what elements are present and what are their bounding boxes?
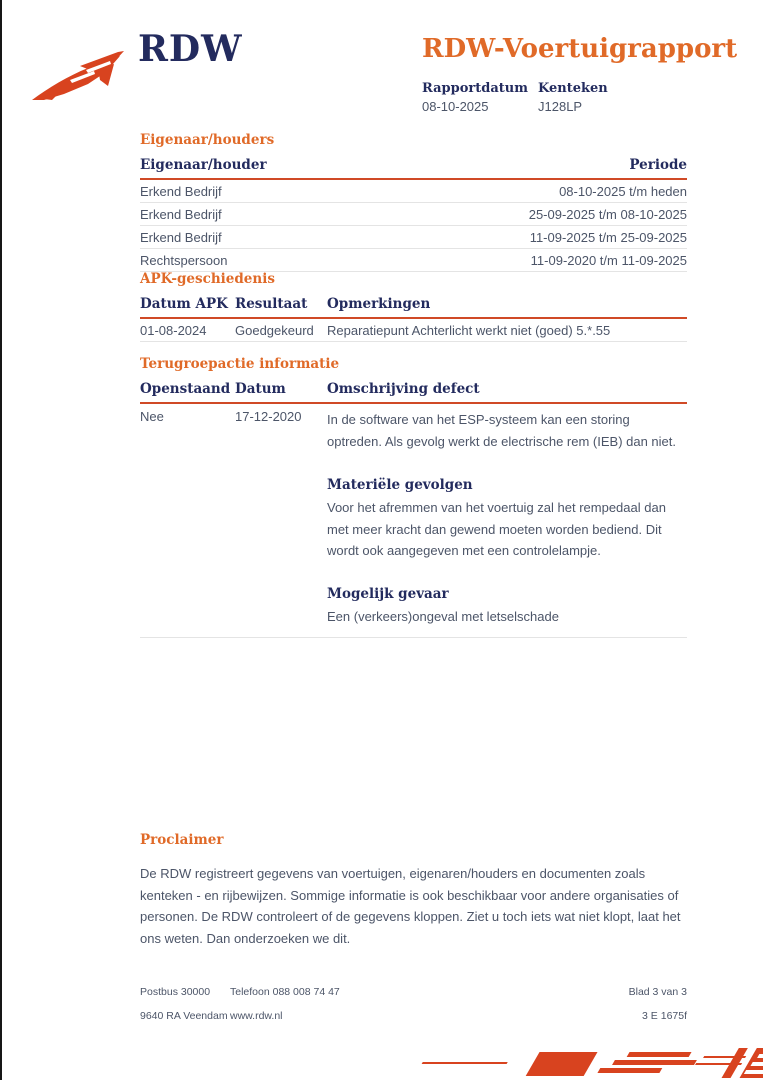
apk-section-title: APK-geschiedenis: [140, 271, 275, 287]
apk-date-cell: 01-08-2024: [140, 323, 207, 338]
recall-body: [140, 404, 687, 638]
table-row: [140, 404, 687, 453]
footer-phone: Telefoon 088 008 74 47: [230, 986, 340, 998]
footer-page-info: Blad 3 van 3: [628, 986, 687, 998]
page-left-edge: [0, 0, 2, 1080]
period-cell: 25-09-2025 t/m 08-10-2025: [528, 207, 687, 222]
apk-col-result: Resultaat: [235, 296, 308, 312]
footer-doc-code: 3 E 1675f: [642, 1010, 687, 1022]
footer-city: 9640 RA Veendam: [140, 1010, 228, 1022]
owners-section: [140, 132, 687, 272]
recall-open-cell: Nee: [140, 409, 164, 424]
recall-section: [140, 356, 687, 638]
table-row: [140, 249, 687, 272]
apk-result-cell: Goedgekeurd: [235, 323, 314, 338]
footer-row: [140, 986, 687, 998]
license-plate-value: J128LP: [538, 99, 583, 114]
recall-section-title: Terugroepactie informatie: [140, 356, 340, 372]
table-row: [140, 319, 687, 342]
danger-text: Een (verkeers)ongeval met letselschade: [327, 608, 559, 624]
page-title: RDW-Voertuigrapport: [422, 34, 738, 64]
period-cell: 11-09-2025 t/m 25-09-2025: [529, 230, 687, 245]
period-cell: 08-10-2025 t/m heden: [559, 184, 687, 199]
license-plate-label: Kenteken: [538, 81, 608, 96]
report-date-block: [422, 81, 538, 114]
footer-website: www.rdw.nl: [230, 1010, 283, 1022]
apk-col-date: Datum APK: [140, 296, 228, 312]
owner-cell: Erkend Bedrijf: [140, 230, 222, 245]
rdw-logo: [30, 28, 243, 104]
report-date-value: 08-10-2025: [422, 99, 489, 114]
owners-table-header: [140, 157, 687, 180]
recall-col-defect: Omschrijving defect: [327, 381, 480, 397]
period-cell: 11-09-2020 t/m 11-09-2025: [530, 253, 687, 268]
footer-row: [140, 1010, 687, 1022]
owner-cell: Erkend Bedrijf: [140, 184, 222, 199]
proclaimer-text: De RDW registreert gegevens van voertuigen, eigenaren/houders en documenten zoals kenteken - en rijbewijzen. Sommige informatie is ook beschikbaar voor andere organisaties of personen. De RDW controleert of de gegevens kloppen. Ziet u toch iets wat niet klopt, laat het ons weten. Dan onderzoeken we dit.: [140, 866, 681, 946]
recall-date-cell: 17-12-2020: [235, 409, 302, 424]
table-row: [140, 203, 687, 226]
recall-danger: [327, 586, 679, 627]
apk-table-header: [140, 296, 687, 319]
apk-history-section: [140, 271, 687, 342]
table-row: [140, 226, 687, 249]
consequences-title: Materiële gevolgen: [327, 477, 473, 494]
proclaimer-section: [140, 832, 687, 949]
logo-wordmark: RDW: [138, 28, 243, 70]
owners-col-owner: Eigenaar/houder: [140, 157, 267, 173]
proclaimer-title: Proclaimer: [140, 832, 224, 848]
recall-consequences: [327, 477, 679, 561]
table-row: [140, 180, 687, 203]
speed-stripes-graphic: [418, 1046, 763, 1080]
license-plate-block: [538, 81, 654, 114]
report-date-label: Rapportdatum: [422, 81, 528, 96]
owner-cell: Erkend Bedrijf: [140, 207, 222, 222]
apk-col-remarks: Opmerkingen: [327, 296, 431, 312]
recall-col-open: Openstaand: [140, 381, 231, 397]
rdw-wing-logo-icon: [30, 42, 130, 104]
consequences-text: Voor het afremmen van het voertuig zal het rempedaal dan met meer kracht dan gewend moeten worden bediend. Dit wordt ook aangegeven met een controlelampje.: [327, 500, 666, 559]
owners-col-period: Periode: [629, 157, 687, 173]
owner-cell: Rechtspersoon: [140, 253, 228, 268]
page-footer: [140, 986, 687, 1034]
recall-table-header: [140, 381, 687, 404]
apk-remarks-cell: Reparatiepunt Achterlicht werkt niet (goed) 5.*.55: [327, 323, 611, 338]
owners-section-title: Eigenaar/houders: [140, 132, 275, 148]
danger-title: Mogelijk gevaar: [327, 585, 449, 602]
report-meta: [422, 81, 722, 114]
footer-postbus: Postbus 30000: [140, 986, 211, 998]
recall-defect-cell: In de software van het ESP-systeem kan een storing optreden. Als gevolg werkt de electrische rem (IEB) dan niet.: [327, 412, 677, 450]
report-header: [422, 34, 738, 114]
recall-col-date: Datum: [235, 381, 286, 397]
